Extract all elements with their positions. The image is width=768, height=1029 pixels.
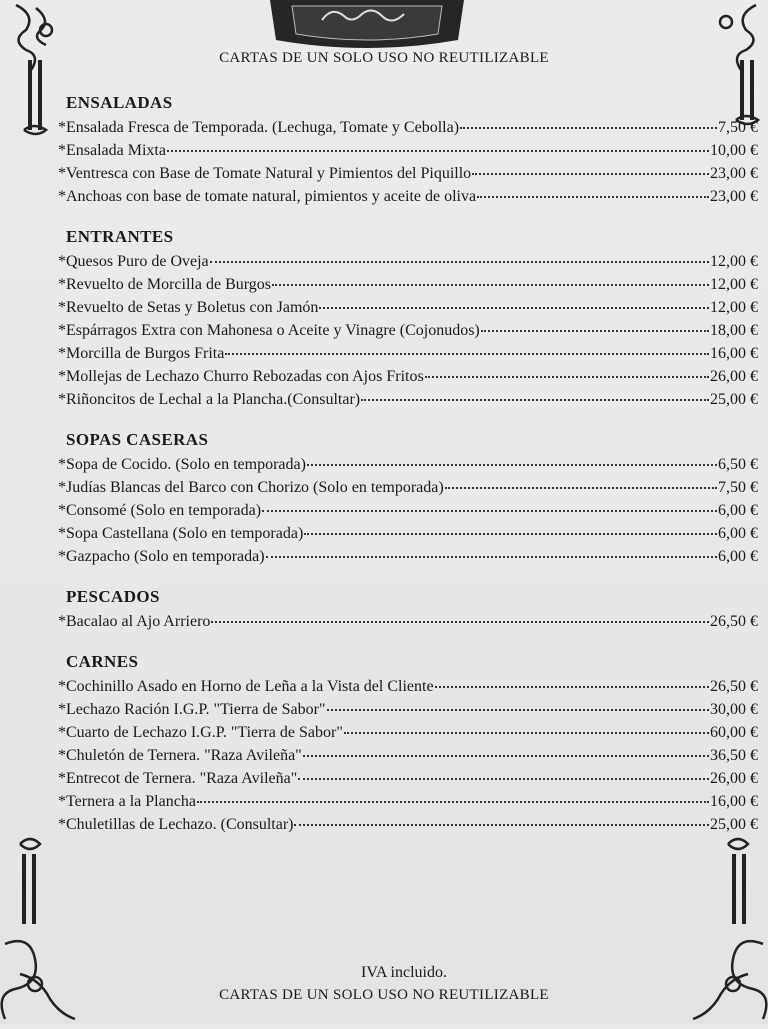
dish-price: 26,00 € bbox=[710, 368, 758, 385]
dot-leader bbox=[472, 173, 709, 175]
dot-leader bbox=[361, 399, 709, 401]
menu-section bbox=[58, 651, 758, 836]
dot-leader bbox=[303, 755, 709, 757]
dish-price: 25,00 € bbox=[710, 816, 758, 833]
dot-leader bbox=[425, 376, 709, 378]
menu-section bbox=[58, 586, 758, 633]
dish-name: *Mollejas de Lechazo Churro Rebozadas con Ajos Fritos bbox=[58, 368, 424, 385]
menu-item bbox=[58, 675, 758, 698]
section-title: SOPAS CASERAS bbox=[66, 430, 209, 449]
vat-included-note: IVA incluido. bbox=[361, 964, 447, 981]
dish-price: 60,00 € bbox=[710, 724, 758, 741]
dish-name: *Sopa de Cocido. (Solo en temporada) bbox=[58, 456, 306, 473]
menu-item bbox=[58, 388, 758, 411]
dish-price: 25,00 € bbox=[710, 391, 758, 408]
restaurant-logo-icon bbox=[262, 0, 472, 50]
menu-item bbox=[58, 721, 758, 744]
dot-leader bbox=[225, 353, 709, 355]
menu-item bbox=[58, 790, 758, 813]
dish-name: *Sopa Castellana (Solo en temporada) bbox=[58, 525, 304, 542]
dot-leader bbox=[327, 709, 709, 711]
section-title: ENTRANTES bbox=[66, 227, 174, 246]
menu-item bbox=[58, 545, 758, 568]
dish-name: *Ternera a la Plancha bbox=[58, 793, 196, 810]
menu-item bbox=[58, 365, 758, 388]
dish-name: *Revuelto de Morcilla de Burgos bbox=[58, 276, 271, 293]
dot-leader bbox=[211, 621, 709, 623]
dish-price: 7,50 € bbox=[718, 119, 758, 136]
single-use-notice-footer: CARTAS DE UN SOLO USO NO REUTILIZABLE bbox=[219, 987, 549, 1003]
dish-price: 10,00 € bbox=[710, 142, 758, 159]
dish-name: *Revuelto de Setas y Boletus con Jamón bbox=[58, 299, 319, 316]
menu-item bbox=[58, 342, 758, 365]
dish-price: 23,00 € bbox=[710, 165, 758, 182]
menu-item bbox=[58, 162, 758, 185]
dish-price: 12,00 € bbox=[710, 299, 758, 316]
dot-leader bbox=[460, 127, 717, 129]
section-title: CARNES bbox=[66, 652, 139, 671]
dish-name: *Ensalada Fresca de Temporada. (Lechuga, Tomate y Cebolla) bbox=[58, 119, 460, 136]
menu-section bbox=[58, 226, 758, 411]
menu-list bbox=[58, 92, 758, 854]
dish-price: 16,00 € bbox=[710, 345, 758, 362]
dish-name: *Anchoas con base de tomate natural, pimientos y aceite de oliva bbox=[58, 188, 477, 205]
dish-price: 26,50 € bbox=[710, 613, 758, 630]
dish-name: *Chuletón de Ternera. "Raza Avileña" bbox=[58, 747, 302, 764]
dish-name: *Ventresca con Base de Tomate Natural y Pimientos del Piquillo bbox=[58, 165, 472, 182]
dot-leader bbox=[477, 196, 709, 198]
dish-price: 7,50 € bbox=[718, 479, 758, 496]
single-use-notice: CARTAS DE UN SOLO USO NO REUTILIZABLE bbox=[219, 50, 549, 66]
section-title: ENSALADAS bbox=[66, 93, 173, 112]
dot-leader bbox=[294, 824, 709, 826]
dish-price: 6,00 € bbox=[718, 548, 758, 565]
menu-item bbox=[58, 139, 758, 162]
dot-leader bbox=[435, 686, 709, 688]
dot-leader bbox=[167, 150, 709, 152]
dish-name: *Espárragos Extra con Mahonesa o Aceite y Vinagre (Cojonudos) bbox=[58, 322, 480, 339]
dish-price: 26,00 € bbox=[710, 770, 758, 787]
dish-name: *Gazpacho (Solo en temporada) bbox=[58, 548, 265, 565]
menu-item bbox=[58, 522, 758, 545]
menu-item bbox=[58, 813, 758, 836]
dish-name: *Consomé (Solo en temporada) bbox=[58, 502, 262, 519]
dish-price: 36,50 € bbox=[710, 747, 758, 764]
dot-leader bbox=[197, 801, 709, 803]
dish-price: 16,00 € bbox=[710, 793, 758, 810]
dish-name: *Morcilla de Burgos Frita bbox=[58, 345, 225, 362]
dish-name: *Ensalada Mixta bbox=[58, 142, 166, 159]
menu-item bbox=[58, 273, 758, 296]
menu-item bbox=[58, 453, 758, 476]
dot-leader bbox=[481, 330, 709, 332]
menu-section bbox=[58, 92, 758, 208]
menu-item bbox=[58, 476, 758, 499]
dot-leader bbox=[266, 556, 717, 558]
dish-name: *Chuletillas de Lechazo. (Consultar) bbox=[58, 816, 294, 833]
footer bbox=[0, 962, 768, 1006]
dot-leader bbox=[445, 487, 717, 489]
menu-item bbox=[58, 499, 758, 522]
dish-name: *Bacalao al Ajo Arriero bbox=[58, 613, 211, 630]
menu-item bbox=[58, 610, 758, 633]
dish-name: *Judías Blancas del Barco con Chorizo (Solo en temporada) bbox=[58, 479, 444, 496]
dish-price: 23,00 € bbox=[710, 188, 758, 205]
menu-item bbox=[58, 698, 758, 721]
dot-leader bbox=[262, 510, 717, 512]
dot-leader bbox=[344, 732, 709, 734]
menu-item bbox=[58, 319, 758, 342]
dot-leader bbox=[319, 307, 709, 309]
dot-leader bbox=[304, 533, 717, 535]
section-title: PESCADOS bbox=[66, 587, 160, 606]
menu-item bbox=[58, 250, 758, 273]
dish-name: *Lechazo Ración I.G.P. "Tierra de Sabor" bbox=[58, 701, 326, 718]
menu-section bbox=[58, 429, 758, 568]
dish-name: *Riñoncitos de Lechal a la Plancha.(Consultar) bbox=[58, 391, 361, 408]
dish-name: *Cochinillo Asado en Horno de Leña a la Vista del Cliente bbox=[58, 678, 434, 695]
dish-price: 26,50 € bbox=[710, 678, 758, 695]
dot-leader bbox=[210, 261, 709, 263]
dish-price: 6,00 € bbox=[718, 502, 758, 519]
menu-item bbox=[58, 296, 758, 319]
dish-price: 6,50 € bbox=[718, 456, 758, 473]
dish-price: 18,00 € bbox=[710, 322, 758, 339]
dish-price: 12,00 € bbox=[710, 276, 758, 293]
dish-name: *Entrecot de Ternera. "Raza Avileña" bbox=[58, 770, 298, 787]
dot-leader bbox=[272, 284, 709, 286]
menu-item bbox=[58, 116, 758, 139]
dish-price: 30,00 € bbox=[710, 701, 758, 718]
dot-leader bbox=[307, 464, 717, 466]
menu-item bbox=[58, 744, 758, 767]
dish-price: 12,00 € bbox=[710, 253, 758, 270]
dot-leader bbox=[298, 778, 709, 780]
dish-price: 6,00 € bbox=[718, 525, 758, 542]
dish-name: *Quesos Puro de Oveja bbox=[58, 253, 209, 270]
menu-item bbox=[58, 185, 758, 208]
dish-name: *Cuarto de Lechazo I.G.P. "Tierra de Sabor" bbox=[58, 724, 343, 741]
menu-item bbox=[58, 767, 758, 790]
